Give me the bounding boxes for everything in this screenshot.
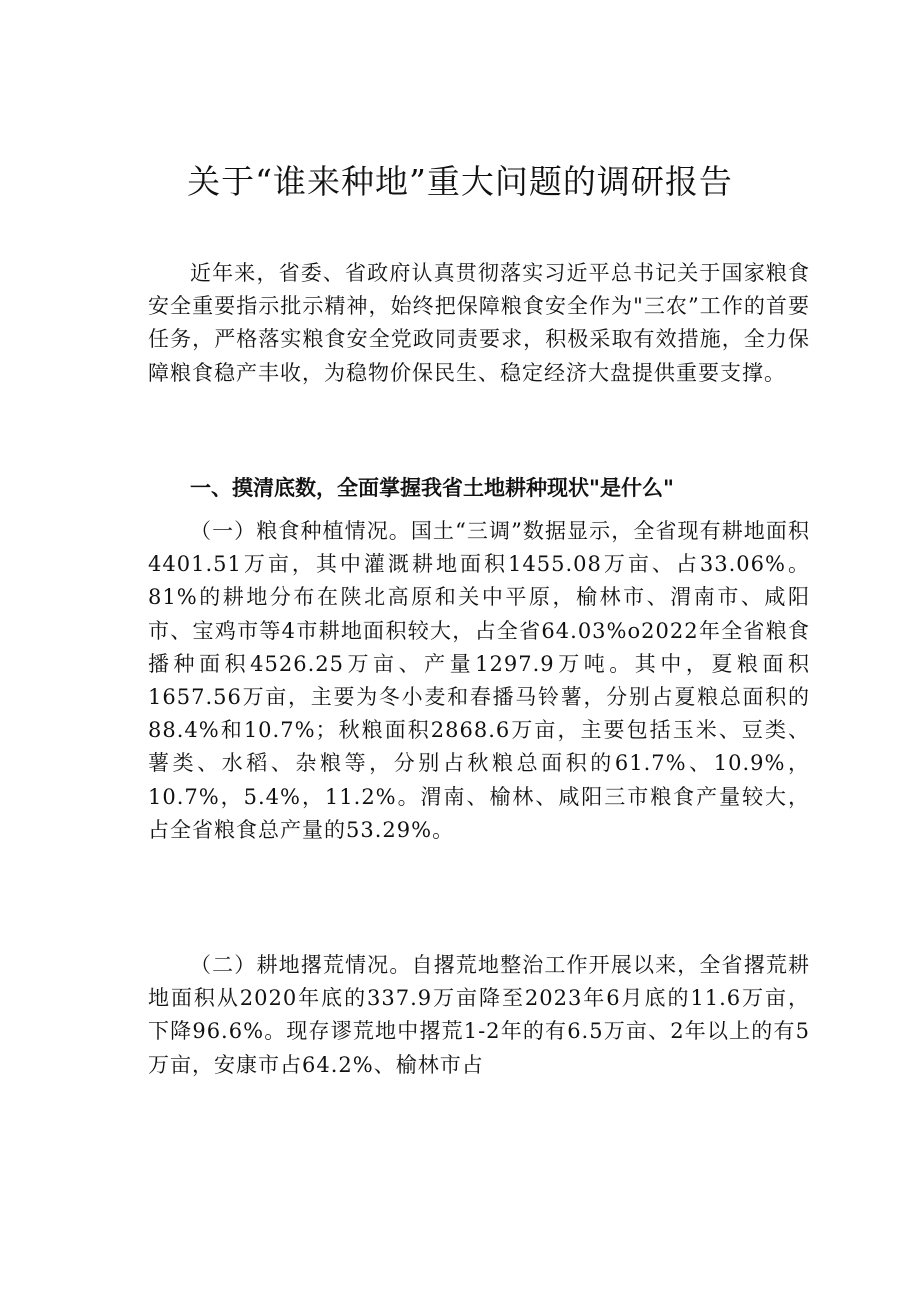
section-heading-1: 一、摸清底数，全面掌握我省土地耕种现状"是什么" xyxy=(190,476,674,500)
abandoned-land-paragraph: （二）耕地撂荒情况。自撂荒地整治工作开展以来，全省撂荒耕地面积从2020年底的337.9万亩降至2023年6月底的11.6万亩，下降96.6%。现存谬荒地中撂荒1-2年的有6.5万亩、2年以上的有5万亩，安康市占64.2%、榆林市占 xyxy=(148,953,810,1077)
document-title: 关于“谁来种地”重大问题的调研报告 xyxy=(187,162,733,201)
intro-paragraph: 近年来，省委、省政府认真贯彻落实习近平总书记关于国家粮食安全重要指示批示精神，始终把保障粮食安全作为"三农”工作的首要任务，严格落实粮食安全党政同责要求，积极采取有效措施，全力保障粮食稳产丰收，为稳物价保民生、稳定经济大盘提供重要支撑。 xyxy=(148,261,810,385)
grain-planting-paragraph: （一）粮食种植情况。国土“三调”数据显示，全省现有耕地面积4401.51万亩，其中灌溉耕地面积1455.08万亩、占33.06%。81%的耕地分布在陕北高原和关中平原，榆林市、渭南市、咸阳市、宝鸡市等4市耕地面积较大，占全省64.03%o2022年全省粮食播种面积4526.25万亩、产量1297.9万吨。其中，夏粮面积1657.56万亩，主要为冬小麦和春播马铃薯，分别占夏粮总面积的88.4%和10.7%；秋粮面积2868.6万亩，主要包括玉米、豆类、薯类、水稻、杂粮等，分别占秋粮总面积的61.7%、10.9%，10.7%，5.4%，11.2%。渭南、榆林、咸阳三市粮食产量较大，占全省粮食总产量的53.29%。 xyxy=(148,519,810,842)
